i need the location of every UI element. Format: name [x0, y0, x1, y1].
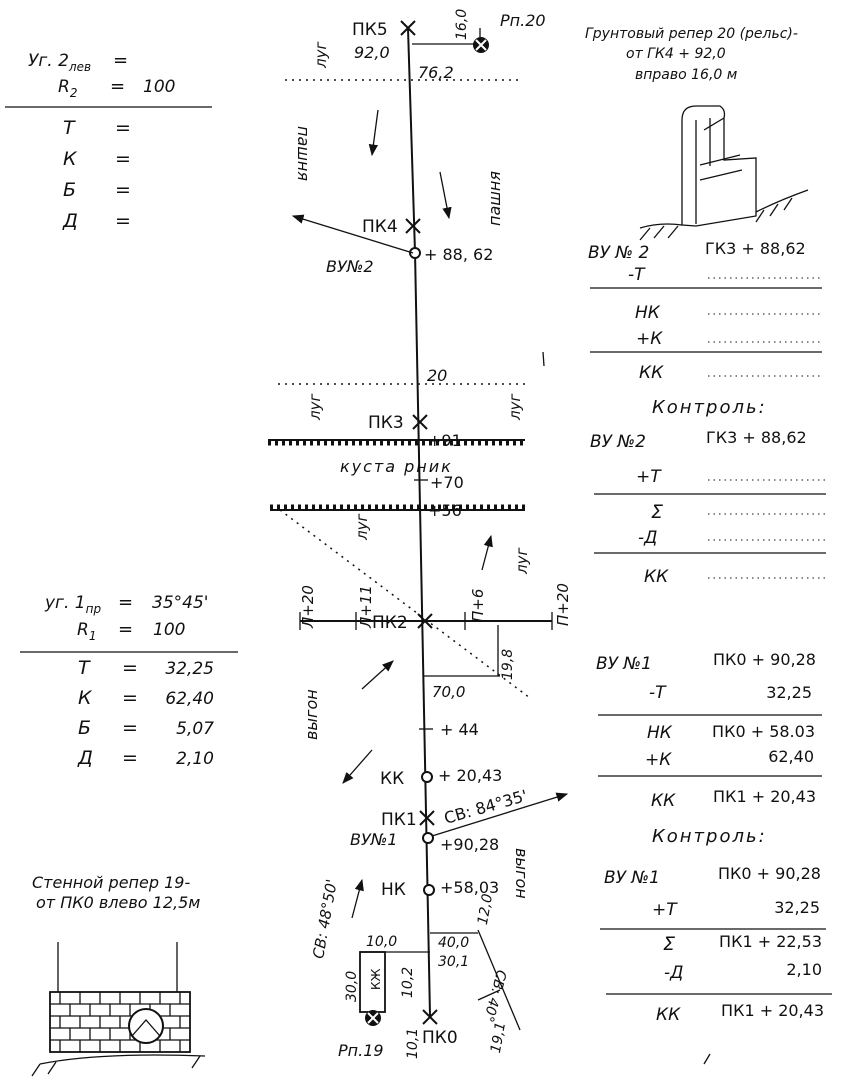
pk4-marker: [406, 219, 420, 233]
cross-l11: Л+11: [357, 585, 375, 628]
curve1-param-3-name: Д: [78, 747, 93, 769]
land-pashnya-1: пашня: [294, 126, 313, 181]
calc-vu1: [596, 650, 832, 1025]
curve2-param-1-eq: =: [115, 148, 131, 170]
curve1-param-1-value: 62,40: [165, 689, 214, 709]
vu2-plus: + 88, 62: [424, 245, 494, 264]
land-vygon-1: выгон: [302, 689, 321, 740]
curve1-param-0-value: 32,25: [165, 659, 214, 679]
land-vygon-2: выгон: [512, 848, 531, 899]
ground-note-1: Грунтовый репер 20 (рельс)-: [585, 26, 798, 42]
offset-20: 20: [427, 366, 448, 385]
vu2-control-head-value: ГК3 + 88,62: [706, 428, 807, 447]
curve2-param-0-eq: =: [115, 117, 131, 139]
pk1-label: ПК1: [381, 810, 417, 830]
curve2-param-2-name: Б: [63, 179, 77, 201]
vu1-calc-head-name: ВУ №1: [596, 654, 652, 674]
curve1-param-2-name: Б: [78, 717, 92, 739]
svg-text:=: =: [113, 50, 129, 71]
benchmark-20-label: Рп.20: [500, 11, 546, 30]
vu2-label: ВУ№2: [326, 257, 374, 276]
curve2-elements: [5, 50, 212, 232]
curve1-radius-value: 100: [153, 620, 186, 640]
pk3-marker: [413, 415, 427, 429]
vu1-calc-k: +К: [645, 750, 672, 770]
wall-note-2: от ПК0 влево 12,5м: [36, 893, 201, 912]
vu1-plus: +90,28: [440, 835, 500, 854]
vu1-calc-kk-value: ПК1 + 20,43: [713, 787, 816, 806]
vu2-calc-k: +К: [636, 329, 663, 349]
vu2-control-kk: КК: [644, 567, 669, 587]
bearing-sv-40: СВ: 40°: [479, 968, 509, 1024]
ground-note-2: от ГК4 + 92,0: [626, 46, 726, 62]
vu1-control-kk: КК: [656, 1005, 681, 1025]
land-pashnya-2: пашня: [485, 171, 504, 226]
vu2-calc-head-value: ГК3 + 88,62: [705, 239, 806, 258]
curve2-param-2-eq: =: [115, 179, 131, 201]
plus-44: + 44: [440, 720, 479, 739]
vu1-calc-nk-value: ПК0 + 58.03: [712, 722, 815, 741]
vu2-control-head-name: ВУ №2: [590, 432, 646, 452]
bearing-sv-48: СВ: 48°50': [309, 877, 341, 961]
nk-plus: +58,03: [440, 878, 500, 897]
pk5-offset-92: 92,0: [354, 43, 390, 62]
calc-vu2: [588, 239, 826, 587]
kk-label: КК: [380, 769, 405, 789]
vu2-calc-kk: КК: [639, 363, 664, 383]
vu2-control-sum: Σ: [651, 501, 664, 523]
offset-70-0: 70,0: [432, 683, 466, 701]
pk2-label: ПК2: [372, 613, 408, 633]
svg-text:=: =: [118, 592, 134, 613]
curve2-param-1-name: К: [63, 148, 77, 170]
vu2-calc-t: -Т: [628, 265, 645, 285]
offset-12-0: 12,0: [474, 892, 497, 927]
vu1-calc-kk: КК: [651, 791, 676, 811]
vu1-control-sum: Σ: [663, 933, 676, 955]
offset-16: 16,0: [454, 8, 470, 40]
offset-19-1: 19,1: [487, 1020, 510, 1055]
vu1-control-title: Контроль:: [652, 826, 767, 847]
curve1-param-0-eq: =: [122, 657, 138, 679]
vu1-calc-t: -Т: [649, 683, 666, 703]
vu1-control-t: +Т: [652, 900, 677, 920]
vu1-label: ВУ№1: [350, 830, 398, 849]
land-lug-5: луг: [513, 547, 531, 574]
vu1-point: [423, 833, 433, 843]
vu1-control-sum-value: ПК1 + 22,53: [719, 932, 822, 951]
svg-text:=: =: [110, 76, 126, 97]
curve1-radius: $R_1$: [77, 620, 97, 643]
kk-point: [422, 772, 432, 782]
curve1-param-3-value: 2,10: [176, 749, 214, 769]
vu1-control-head-name: ВУ №1: [604, 868, 660, 888]
curve1-param-3-eq: =: [122, 747, 138, 769]
plus-91: +91: [428, 431, 462, 450]
vu1-control-kk-value: ПК1 + 20,43: [721, 1001, 824, 1020]
cross-p20: П+20: [554, 583, 572, 626]
land-kustarnik: куста рник: [340, 457, 453, 476]
curve2-radius-value: 100: [143, 77, 176, 97]
wall-note-1: Стенной репер 19-: [32, 873, 191, 892]
pk3-label: ПК3: [368, 413, 404, 433]
vu1-calc-t-value: 32,25: [766, 683, 812, 702]
vu1-control-d: -Д: [664, 963, 684, 983]
offset-76-2: 76,2: [418, 63, 454, 82]
curve2-angle: Уг. $2_{лев}$: [28, 51, 92, 74]
benchmark-19-label: Рп.19: [338, 1041, 384, 1060]
offset-10-0: 10,0: [366, 934, 398, 950]
curve2-param-0-name: Т: [63, 117, 75, 139]
curve1-angle: уг. $1_{пр}$: [45, 593, 102, 616]
curve1-param-1-name: К: [78, 687, 92, 709]
ground-note-3: вправо 16,0 м: [635, 67, 738, 83]
bearing-sv-84: СВ: 84°35': [441, 785, 530, 828]
svg-text:=: =: [118, 619, 134, 640]
curve1-param-1-eq: =: [122, 687, 138, 709]
vu2-calc-nk: НК: [635, 303, 660, 323]
land-lug-1: луг: [312, 41, 330, 68]
offset-19-8: 19,8: [500, 648, 516, 680]
ground-benchmark: [585, 26, 808, 240]
vu1-control-t-value: 32,25: [774, 898, 820, 917]
curve1-param-2-value: 5,07: [176, 719, 214, 739]
vu2-calc-head-name: ВУ № 2: [588, 243, 650, 263]
plus-70: +70: [430, 473, 464, 492]
wall-benchmark: [32, 873, 205, 1076]
nk-label: НК: [381, 880, 406, 900]
kk-plus: + 20,43: [438, 766, 503, 785]
vu1-calc-nk: НК: [647, 723, 672, 743]
nk-point: [424, 885, 434, 895]
offset-30-0: 30,0: [344, 970, 360, 1002]
curve2-param-3-eq: =: [115, 210, 131, 232]
offset-10-2: 10,2: [400, 966, 416, 998]
curve1-param-0-name: Т: [78, 657, 90, 679]
main-alignment: [268, 9, 572, 1060]
offset-30-1: 30,1: [438, 954, 470, 970]
pk0-label: ПК0: [422, 1028, 458, 1048]
cross-l20: Л+20: [299, 585, 317, 628]
plus-56: +56: [428, 501, 462, 520]
curve2-param-3-name: Д: [63, 210, 78, 232]
vu1-control-d-value: 2,10: [786, 960, 822, 979]
building-kzh-label: КЖ: [369, 968, 383, 990]
vu2-control-title: Контроль:: [652, 397, 767, 418]
vu1-calc-k-value: 62,40: [768, 747, 814, 766]
land-lug-3: луг: [506, 393, 524, 420]
pk4-label: ПК4: [362, 217, 398, 237]
cross-p6: П+6: [469, 588, 487, 622]
land-lug-2: луг: [306, 393, 324, 420]
curve1-param-2-eq: =: [122, 717, 138, 739]
offset-40-0: 40,0: [438, 935, 470, 951]
curve1-angle-value: 35°45': [152, 593, 209, 613]
pk5-label: ПК5: [352, 20, 388, 40]
vu1-calc-head-value: ПК0 + 90,28: [713, 650, 816, 669]
vu2-control-t: +Т: [636, 467, 661, 487]
land-lug-4: луг: [353, 513, 371, 540]
vu1-control-head-value: ПК0 + 90,28: [718, 864, 821, 883]
curve2-radius: $R_2$: [58, 77, 78, 100]
vu2-control-d: -Д: [638, 528, 658, 548]
offset-10-1: 10,1: [405, 1027, 421, 1059]
curve1-elements: [20, 592, 238, 769]
